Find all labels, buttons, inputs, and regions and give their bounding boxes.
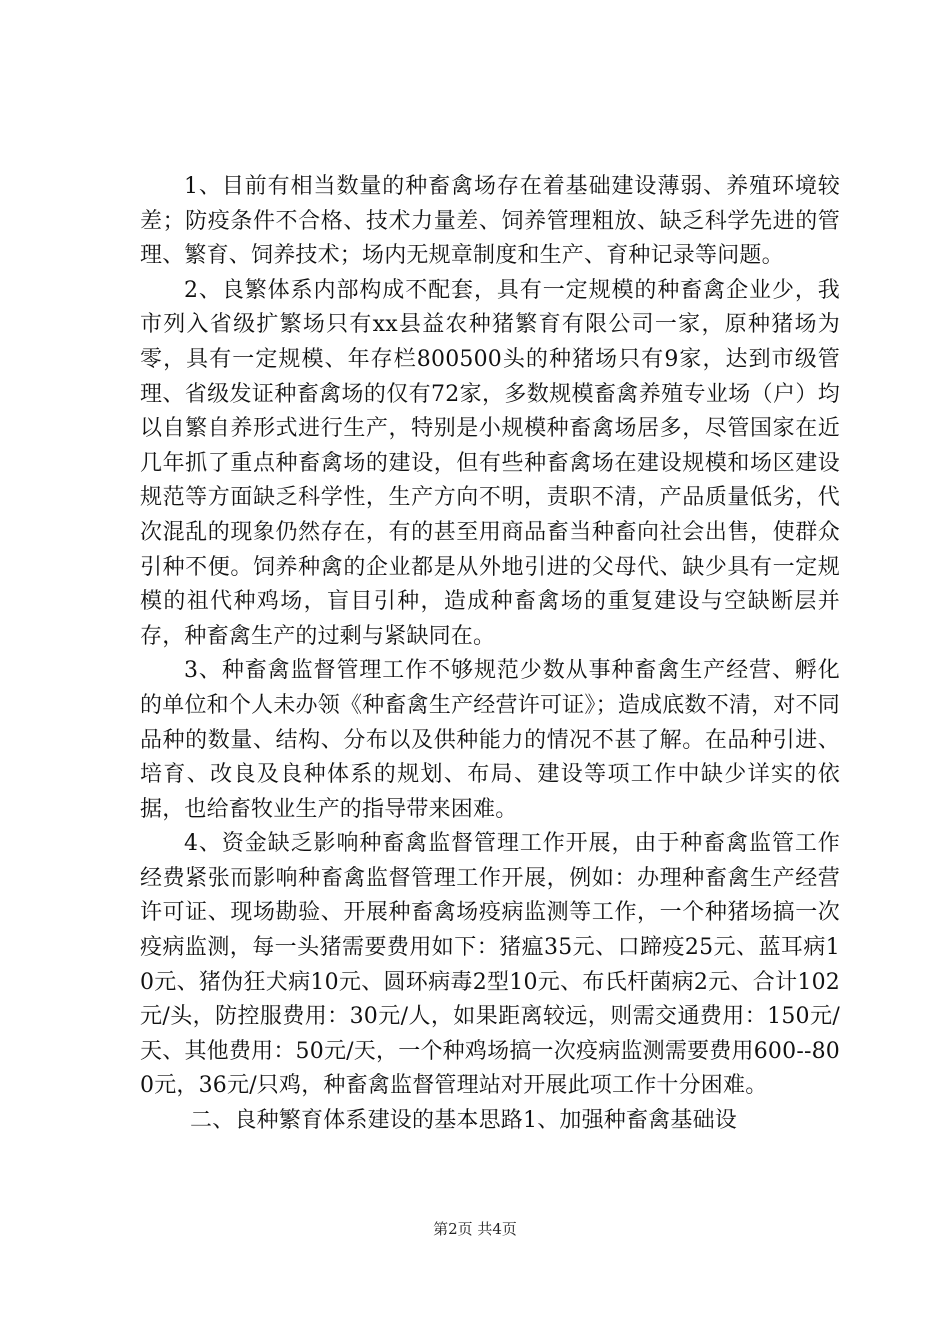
paragraph-1: 1、目前有相当数量的种畜禽场存在着基础建设薄弱、养殖环境较差；防疫条件不合格、技术力量差、饲养管理粗放、缺乏科学先进的管理、繁育、饲养技术；场内无规章制度和生产、育种记录等问题。 — [140, 174, 840, 269]
paragraph-4: 4、资金缺乏影响种畜禽监督管理工作开展，由于种畜禽监管工作经费紧张而影响种畜禽监督管理工作开展，例如：办理种畜禽生产经营许可证、现场勘验、开展种畜禽场疫病监测等工作，一个种猪场搞一次疫病监测，每一头猪需要费用如下：猪瘟35元、口蹄疫25元、蓝耳病10元、猪伪狂犬病10元、圆环病毒2型10元、布氏杆菌病2元、合计102元/头，防控服费用：30元/人，如果距离较远，则需交通费用：150元/天、其他费用：50元/天，一个种鸡场搞一次疫病监测需要费用600--800元，36元/只鸡，种畜禽监督管理站对开展此项工作十分困难。 — [140, 831, 840, 1099]
paragraph-3: 3、种畜禽监督管理工作不够规范少数从事种畜禽生产经营、孵化的单位和个人未办领《种畜禽生产经营许可证》；造成底数不清，对不同品种的数量、结构、分布以及供种能力的情况不甚了解。在品种引进、培育、改良及良种体系的规划、布局、建设等项工作中缺少详实的依据，也给畜牧业生产的指导带来困难。 — [140, 658, 840, 822]
section-heading-paragraph: 二、良种繁育体系建设的基本思路1、加强种畜禽基础设 — [190, 1108, 737, 1134]
paragraph-2: 2、良繁体系内部构成不配套，具有一定规模的种畜禽企业少，我市列入省级扩繁场只有xx县益农种猪繁育有限公司一家，原种猪场为零，具有一定规模、年存栏800500头的种猪场只有9家，达到市级管理、省级发证种畜禽场的仅有72家，多数规模畜禽养殖专业场（户）均以自繁自养形式进行生产，特别是小规模种畜禽场居多，尽管国家在近几年抓了重点种畜禽场的建设，但有些种畜禽场在建设规模和场区建设规范等方面缺乏科学性，生产方向不明，责职不清，产品质量低劣，代次混乱的现象仍然存在，有的甚至用商品畜当种畜向社会出售，使群众引种不便。饲养种禽的企业都是从外地引进的父母代、缺少具有一定规模的祖代种鸡场，盲目引种，造成种畜禽场的重复建设与空缺断层并存，种畜禽生产的过剩与紧缺同在。 — [140, 277, 840, 649]
document-body — [140, 170, 840, 1139]
page-number-footer: 第2页 共4页 — [433, 1220, 517, 1238]
